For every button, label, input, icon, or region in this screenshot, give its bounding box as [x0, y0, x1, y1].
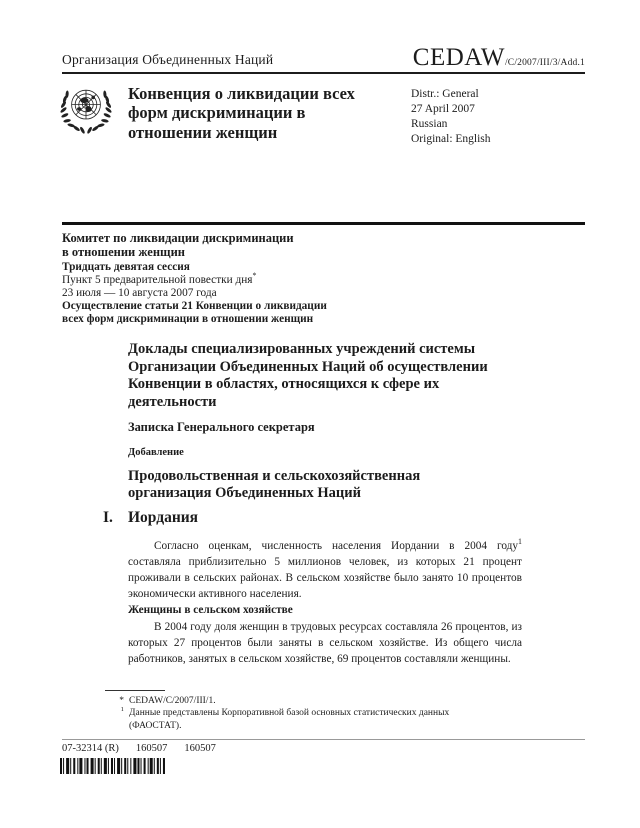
subheading-women-agriculture: Женщины в сельском хозяйстве	[128, 604, 293, 616]
distribution-block	[411, 87, 491, 147]
session-dates-line: 23 июля — 10 августа 2007 года	[62, 287, 217, 299]
footnote-rule	[105, 690, 165, 691]
agency-title-line: Продовольственная и сельскохозяйственная	[128, 468, 421, 484]
para1-text-before: Согласно оценкам, численность населения Иордании в 2004 году	[154, 540, 519, 552]
footnote-mark	[102, 707, 129, 732]
committee-block	[62, 231, 402, 326]
document-title-line: Организации Объединенных Наций об осуществлении	[128, 358, 488, 375]
convention-title	[128, 84, 428, 142]
original-line: Original: English	[411, 132, 491, 145]
committee-name-line: в отношении женщин	[62, 245, 185, 259]
footnotes-block	[102, 695, 532, 732]
section-heading	[103, 509, 198, 527]
barcode	[60, 758, 166, 774]
section-title: Иордания	[128, 509, 199, 526]
convention-title-line: форм дискриминации в	[128, 103, 306, 123]
body-paragraph-2: В 2004 году доля женщин в трудовых ресурсах составляла 26 процентов, из которых 27 процентов были заняты в сельском хозяйстве. Из общего числа работников, занятых в сельском хозяйстве, 69 процентов составляли женщины.	[128, 621, 522, 666]
document-title-line: деятельности	[128, 394, 217, 411]
footer-date-stamp: 160507	[135, 743, 168, 754]
date-line: 27 April 2007	[411, 102, 475, 115]
secretary-general-note: Записка Генерального секретаря	[128, 420, 315, 434]
document-title-line: Конвенции в областях, относящихся к сфере их	[128, 376, 440, 393]
footer-date-stamp: 160507	[184, 743, 216, 754]
convention-title-line: Конвенция о ликвидации всех	[128, 84, 355, 103]
agency-title	[128, 468, 538, 503]
committee-name-line: Комитет по ликвидации дискриминации	[62, 231, 294, 245]
footer-identifiers	[62, 743, 216, 754]
job-number: 07-32314 (R)	[62, 743, 119, 754]
doc-symbol	[405, 44, 585, 72]
un-emblem-icon	[59, 83, 113, 137]
agenda-item-line	[62, 271, 402, 287]
agency-title-line: организация Объединенных Наций	[128, 485, 361, 502]
doc-symbol-main: CEDAW	[412, 44, 505, 71]
footer-rule	[62, 739, 585, 740]
header-rule	[62, 72, 585, 74]
session-line: Тридцать девятая сессия	[62, 261, 190, 273]
footnote-text: Данные представлены Корпоративной базой основных статистических данных (ФАОСТАТ).	[129, 708, 450, 731]
implementation-line: всех форм дискриминации в отношении женщин	[62, 313, 314, 325]
body-paragraph-1	[128, 538, 522, 602]
section-divider-rule	[62, 222, 585, 225]
para1-text-after: составляла приблизительно 5 миллионов человек, из которых 21 процент проживали в сельских районах. В сельском хозяйстве было занято 10 процентов экономически активного населения.	[128, 556, 522, 601]
agenda-item-text: Пункт 5 предварительной повестки дня	[62, 274, 253, 286]
doc-symbol-suffix: /C/2007/III/3/Add.1	[504, 58, 585, 68]
footnote-mark-sup: 1	[120, 706, 124, 714]
distr-line: Distr.: General	[411, 88, 479, 100]
convention-title-line: отношении женщин	[128, 122, 278, 142]
footnote-text: CEDAW/C/2007/III/1.	[129, 696, 216, 706]
language-line: Russian	[411, 117, 448, 130]
document-title	[128, 341, 538, 412]
document-title-line: Доклады специализированных учреждений системы	[128, 341, 476, 357]
section-number: I.	[103, 509, 113, 526]
implementation-line: Осуществление статьи 21 Конвенции о ликвидации	[62, 300, 327, 312]
org-name: Организация Объединенных Наций	[62, 52, 274, 67]
footnote-item	[102, 707, 532, 732]
footnote-mark: *	[119, 696, 124, 706]
footnote-item	[102, 695, 532, 707]
para1-footnote-mark: 1	[518, 537, 522, 547]
addendum-label: Добавление	[128, 447, 184, 458]
agenda-footnote-mark: *	[252, 271, 257, 281]
